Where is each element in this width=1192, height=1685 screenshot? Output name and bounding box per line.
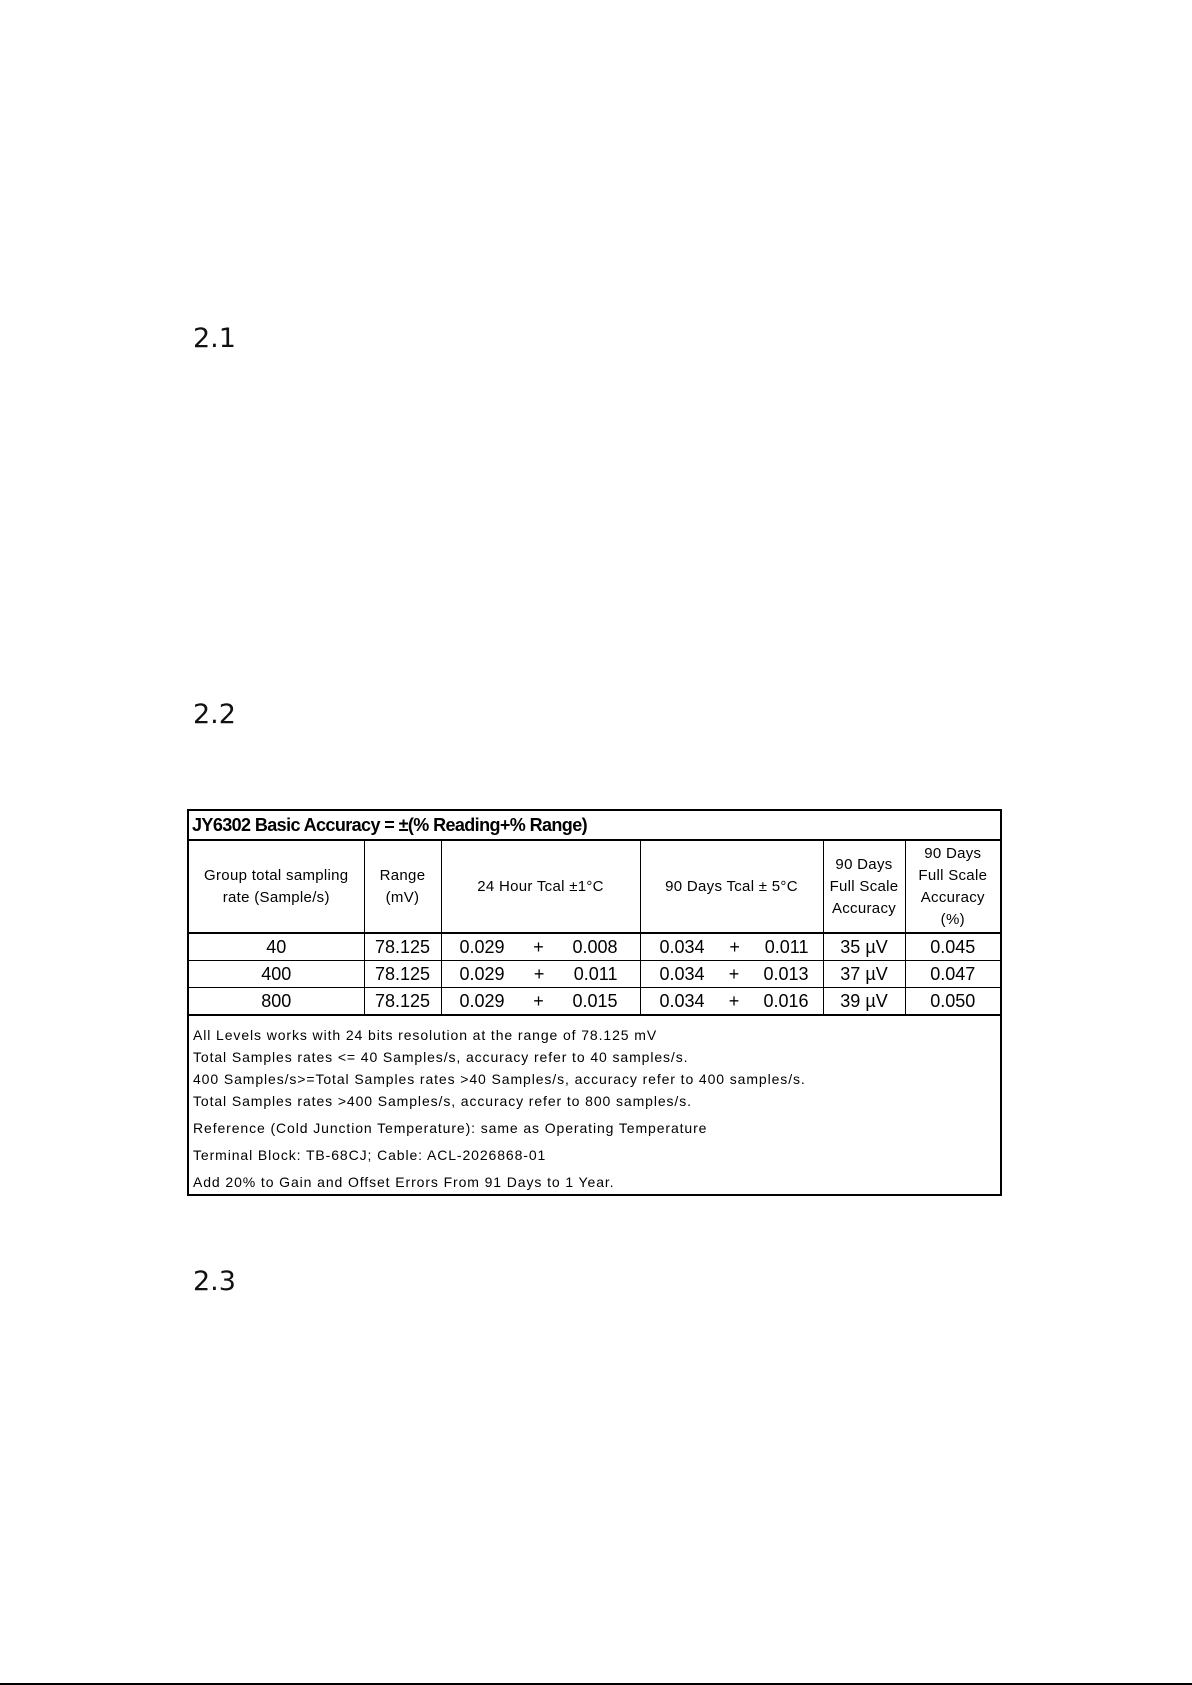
cell-90d-range: 0.016: [763, 990, 809, 1011]
cell-rate: 400: [188, 961, 364, 988]
note-line: Reference (Cold Junction Temperature): same as Operating Temperature: [193, 1120, 708, 1136]
cell-range: 78.125: [364, 988, 441, 1016]
cell-range: 78.125: [364, 933, 441, 961]
section-heading-2-3: 2.3: [193, 1266, 236, 1297]
cell-90d-tcal: [640, 961, 823, 988]
cell-90d-range: 0.013: [763, 963, 809, 984]
cell-24h-range: 0.011: [573, 963, 618, 984]
note-line: All Levels works with 24 bits resolution at the range of 78.125 mV: [193, 1027, 658, 1043]
cell-90d-plus: +: [728, 990, 740, 1011]
cell-90d-tcal: [640, 988, 823, 1016]
cell-90d-tcal: [640, 933, 823, 961]
table-header-row: [188, 840, 1001, 933]
accuracy-table: [187, 809, 1002, 1196]
table-row: [188, 961, 1001, 988]
cell-24h-tcal: [441, 961, 640, 988]
table-notes: [188, 1015, 1001, 1195]
cell-90d-plus: +: [728, 963, 740, 984]
cell-90d-plus: +: [729, 936, 740, 957]
header-fs-accuracy-pct: 90 Days Full Scale Accuracy (%): [905, 840, 1001, 933]
cell-90d-reading: 0.034: [659, 963, 705, 984]
cell-24h-plus: +: [533, 990, 544, 1011]
cell-24h-plus: +: [533, 936, 544, 957]
table-row: [188, 988, 1001, 1016]
cell-90d-reading: 0.034: [659, 990, 705, 1011]
cell-fs-accuracy: 37 µV: [823, 961, 905, 988]
cell-fs-accuracy-pct: 0.045: [905, 933, 1001, 961]
header-range: Range (mV): [364, 840, 441, 933]
cell-24h-tcal: [441, 933, 640, 961]
table-row: [188, 933, 1001, 961]
cell-fs-accuracy: 35 µV: [823, 933, 905, 961]
cell-rate: 800: [188, 988, 364, 1016]
cell-fs-accuracy-pct: 0.050: [905, 988, 1001, 1016]
cell-24h-plus: +: [533, 963, 545, 984]
cell-90d-range: 0.011: [764, 936, 809, 957]
table-title: JY6302 Basic Accuracy = ±(% Reading+% Range): [188, 810, 1001, 840]
note-line: Terminal Block: TB-68CJ; Cable: ACL-2026868-01: [193, 1147, 547, 1163]
cell-fs-accuracy: 39 µV: [823, 988, 905, 1016]
header-sampling-rate: Group total sampling rate (Sample/s): [188, 840, 364, 933]
cell-24h-reading: 0.029: [459, 936, 505, 957]
cell-90d-reading: 0.034: [659, 936, 705, 957]
header-fs-accuracy: 90 Days Full Scale Accuracy: [823, 840, 905, 933]
header-24h-tcal: 24 Hour Tcal ±1°C: [441, 840, 640, 933]
cell-24h-tcal: [441, 988, 640, 1016]
cell-24h-range: 0.008: [572, 936, 618, 957]
note-line: Total Samples rates >400 Samples/s, accuracy refer to 800 samples/s.: [193, 1093, 692, 1109]
section-heading-2-1: 2.1: [193, 323, 236, 354]
cell-24h-reading: 0.029: [459, 990, 505, 1011]
note-line: Total Samples rates <= 40 Samples/s, accuracy refer to 40 samples/s.: [193, 1049, 689, 1065]
note-line: Add 20% to Gain and Offset Errors From 91 Days to 1 Year.: [193, 1174, 615, 1190]
cell-rate: 40: [188, 933, 364, 961]
header-90d-tcal: 90 Days Tcal ± 5°C: [640, 840, 823, 933]
section-heading-2-2: 2.2: [193, 699, 236, 730]
cell-range: 78.125: [364, 961, 441, 988]
cell-fs-accuracy-pct: 0.047: [905, 961, 1001, 988]
note-line: 400 Samples/s>=Total Samples rates >40 Samples/s, accuracy refer to 400 samples/s.: [193, 1071, 806, 1087]
cell-24h-reading: 0.029: [459, 963, 505, 984]
cell-24h-range: 0.015: [572, 990, 618, 1011]
